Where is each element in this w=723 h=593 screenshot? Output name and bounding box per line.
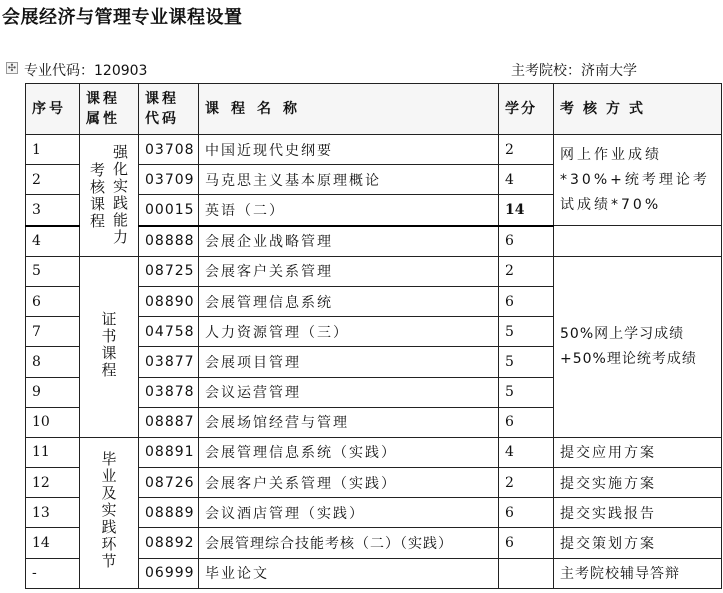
credit-cell: 2: [499, 256, 554, 286]
header-name: 课程名称: [199, 84, 499, 135]
header-seq: 序号: [26, 84, 80, 135]
code-cell: 08888: [139, 226, 199, 257]
method-empty-cell: [554, 226, 722, 257]
name-cell: 会展场馆经营与管理: [199, 407, 499, 437]
seq-cell: -: [26, 558, 80, 588]
code-cell: 03709: [139, 165, 199, 195]
credit-cell: [499, 558, 554, 588]
credit-cell: 6: [499, 226, 554, 257]
name-cell: 会展客户关系管理: [199, 256, 499, 286]
credit-cell: 2: [499, 468, 554, 498]
group-certificate-course: [80, 256, 139, 437]
code-cell: 03708: [139, 135, 199, 165]
group-exam-course: [80, 135, 139, 257]
method-cell: 50%网上学习成绩+50%理论统考成绩: [554, 256, 722, 437]
credit-cell: 5: [499, 317, 554, 347]
group-label: 毕业及实践环节: [99, 451, 118, 571]
method-cell: 提交应用方案: [554, 437, 722, 467]
course-table: [25, 83, 722, 589]
code-cell: 04758: [139, 317, 199, 347]
move-icon[interactable]: ✣: [7, 63, 17, 74]
code-cell: 08890: [139, 286, 199, 316]
code-cell: 08891: [139, 437, 199, 467]
seq-cell: 12: [26, 468, 80, 498]
seq-cell: 10: [26, 407, 80, 437]
header-credit: 学分: [499, 84, 554, 135]
credit-cell: 6: [499, 498, 554, 528]
seq-cell: 4: [26, 226, 80, 257]
seq-cell: 11: [26, 437, 80, 467]
seq-cell: 3: [26, 195, 80, 226]
code-cell: 06999: [139, 558, 199, 588]
header-row: [26, 84, 722, 135]
group-label: 证书课程: [99, 310, 118, 379]
name-cell: 毕业论文: [199, 558, 499, 588]
page-title: 会展经济与管理专业课程设置: [2, 7, 243, 28]
seq-cell: 5: [26, 256, 80, 286]
code-cell: 08725: [139, 256, 199, 286]
seq-cell: 7: [26, 317, 80, 347]
credit-cell: 14: [499, 195, 554, 226]
code-cell: 00015: [139, 195, 199, 226]
header-method: 考核方式: [554, 84, 722, 135]
method-cell: 提交策划方案: [554, 528, 722, 558]
code-cell: 08889: [139, 498, 199, 528]
name-cell: 会展管理信息系统: [199, 286, 499, 316]
name-cell: 会展项目管理: [199, 347, 499, 377]
header-code: 课程代码: [139, 84, 199, 135]
seq-cell: 9: [26, 377, 80, 407]
name-cell: 会展管理综合技能考核（二）（实践）: [199, 528, 499, 558]
credit-cell: 4: [499, 437, 554, 467]
exam-school: 主考院校：济南大学: [511, 63, 637, 79]
table-row: [26, 437, 722, 467]
code-cell: 03878: [139, 377, 199, 407]
seq-cell: 6: [26, 286, 80, 316]
name-cell: 马克思主义基本原理概论: [199, 165, 499, 195]
credit-cell: 5: [499, 347, 554, 377]
seq-cell: 14: [26, 528, 80, 558]
code-cell: 03877: [139, 347, 199, 377]
credit-cell: 5: [499, 377, 554, 407]
credit-cell: 4: [499, 165, 554, 195]
code-cell: 08892: [139, 528, 199, 558]
name-cell: 会议运营管理: [199, 377, 499, 407]
method-cell: 主考院校辅导答辩: [554, 558, 722, 588]
name-cell: 会议酒店管理（实践）: [199, 498, 499, 528]
group-label-right: 强化实践能力: [111, 144, 129, 247]
seq-cell: 8: [26, 347, 80, 377]
header-attr: 课程属性: [80, 84, 139, 135]
major-code: 专业代码：120903: [24, 63, 148, 79]
name-cell: 人力资源管理（三）: [199, 317, 499, 347]
group-graduation-practice: [80, 437, 139, 588]
seq-cell: 13: [26, 498, 80, 528]
credit-cell: 6: [499, 286, 554, 316]
method-cell: 提交实践报告: [554, 498, 722, 528]
name-cell: 会展企业战略管理: [199, 226, 499, 257]
seq-cell: 2: [26, 165, 80, 195]
credit-cell: 6: [499, 407, 554, 437]
name-cell: 中国近现代史纲要: [199, 135, 499, 165]
name-cell: 会展管理信息系统（实践）: [199, 437, 499, 467]
method-cell: 网上作业成绩*30%+统考理论考试成绩*70%: [554, 135, 722, 226]
code-cell: 08726: [139, 468, 199, 498]
name-cell: 会展客户关系管理（实践）: [199, 468, 499, 498]
method-cell: 提交实施方案: [554, 468, 722, 498]
seq-cell: 1: [26, 135, 80, 165]
name-cell: 英语（二）: [199, 195, 499, 226]
code-cell: 08887: [139, 407, 199, 437]
group-label-left: 考核课程: [88, 162, 106, 231]
table-row: [26, 135, 722, 165]
credit-cell: 6: [499, 528, 554, 558]
credit-cell: 2: [499, 135, 554, 165]
table-row: [26, 256, 722, 286]
